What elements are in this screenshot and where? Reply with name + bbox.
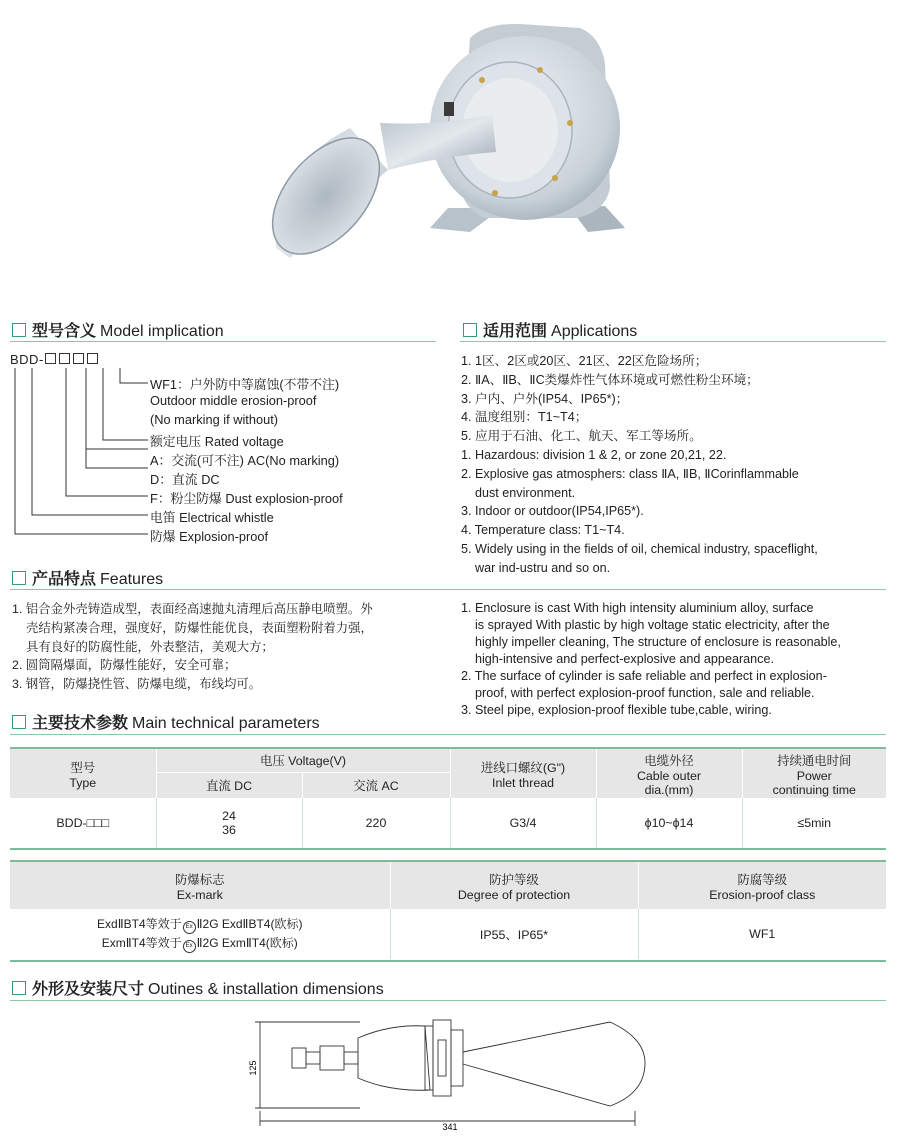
- dimension-drawing: [250, 1008, 660, 1132]
- model-section-title: 型号含义 Model implication: [12, 318, 224, 341]
- cell-ex-mark: ExdⅡBT4等效于 Ex Ⅱ2G ExdⅡBT4(欧标) ExmⅡT4等效于 Ex Ⅱ2G ExmⅡT4(欧标): [10, 909, 390, 959]
- dim-width-label: 341: [442, 1122, 458, 1132]
- checkbox-square-icon: [12, 323, 26, 337]
- table-rule: [10, 848, 886, 850]
- list-item: 1. Hazardous: division 1 & 2, or zone 20,21, 22.: [461, 448, 727, 462]
- divider: [10, 734, 886, 735]
- list-item: 4. Temperature class: T1~T4.: [461, 523, 625, 538]
- list-item: 1. 1区、2区或20区、21区、22区危险场所；: [461, 354, 708, 368]
- model-line: F：粉尘防爆 Dust explosion-proof: [150, 491, 343, 506]
- list-item: 2. ⅡA、ⅡB、ⅡC类爆炸性气体环境或可燃性粉尘环境；: [461, 372, 759, 387]
- params-table-1: [10, 749, 886, 848]
- header-type: 型号 Type: [69, 760, 97, 790]
- model-line: Outdoor middle erosion-proof: [150, 393, 317, 408]
- cell-type: BDD-□□□: [56, 816, 110, 830]
- cell-ac: 220: [302, 798, 450, 848]
- header-inlet: 进线口螺纹(G") Inlet thread: [450, 749, 596, 798]
- list-item: 1. 铝合金外壳铸造成型，表面经高速抛丸清理后高压静电喷塑。外 壳结构紧凑合理，强度好，防爆性能优良，表面塑粉附着力强， 具有良好的防腐性能，外表整洁，美观大方；: [12, 602, 373, 654]
- features-list-cn: [12, 600, 373, 694]
- list-item: 3. 钢管，防爆挠性管、防爆电缆，布线均可。: [12, 677, 262, 692]
- product-photo: [270, 18, 640, 263]
- model-code-tree: [10, 352, 440, 547]
- header-ex-mark: 防爆标志 Ex-mark: [174, 872, 225, 902]
- header-erosion: 防腐等级 Erosion-proof class: [638, 862, 886, 909]
- applications-list-en: [461, 446, 818, 578]
- cell-power: ≤5min: [742, 798, 886, 848]
- divider: [10, 589, 886, 590]
- table-row: [10, 909, 886, 959]
- dimensions-section-title: 外形及安装尺寸 Outines & installation dimensions: [12, 976, 384, 999]
- list-item: 5. 应用于石油、化工、航天、军工等场所。: [461, 429, 702, 444]
- list-item: 5. Widely using in the fields of oil, chemical industry, spaceflight, war ind-ustru and so on.: [461, 541, 818, 575]
- cell-cable: ϕ10~ϕ14: [596, 798, 742, 848]
- header-power: 持续通电时间 Power continuing time: [742, 749, 886, 798]
- model-code: BDD-: [10, 352, 100, 367]
- params-table-2: [10, 862, 886, 959]
- features-list-en: [461, 600, 841, 719]
- checkbox-square-icon: [12, 571, 26, 585]
- list-item: 2. 圆筒隔爆面，防爆性能好，安全可靠；: [12, 658, 237, 673]
- list-item: 3. Indoor or outdoor(IP54,IP65*).: [461, 504, 644, 519]
- list-item: 3. Steel pipe, explosion-proof flexible tube,cable, wiring.: [461, 703, 772, 717]
- cell-erosion: WF1: [638, 909, 886, 959]
- header-protection: 防护等级 Degree of protection: [390, 862, 638, 909]
- model-line: 电笛 Electrical whistle: [150, 510, 274, 525]
- table-row: [10, 798, 886, 848]
- cell-inlet: G3/4: [450, 798, 596, 848]
- model-line: 额定电压 Rated voltage: [150, 434, 284, 449]
- list-item: 4. 温度组别：T1~T4；: [461, 410, 588, 425]
- ex-hexagon-icon: Ex: [183, 940, 196, 953]
- header-cable: 电缆外径 Cable outer dia.(mm): [596, 749, 742, 798]
- cell-protection: IP55、IP65*: [390, 909, 638, 959]
- model-line: D：直流 DC: [150, 472, 220, 487]
- params-section-title: 主要技术参数 Main technical parameters: [12, 710, 320, 733]
- divider: [460, 341, 886, 342]
- applications-section-title: 适用范围 Applications: [463, 318, 637, 341]
- checkbox-square-icon: [12, 715, 26, 729]
- checkbox-square-icon: [463, 323, 477, 337]
- model-line: WF1：户外防中等腐蚀(不带不注): [150, 377, 340, 392]
- ex-hexagon-icon: Ex: [183, 921, 196, 934]
- header-ac: 交流 AC: [302, 772, 450, 798]
- list-item: 3. 户内、户外(IP54、IP65*)；: [461, 391, 629, 406]
- model-line: 防爆 Explosion-proof: [150, 529, 269, 544]
- dim-height-label: 125: [248, 1060, 258, 1076]
- divider: [10, 1000, 886, 1001]
- table-rule: [10, 960, 886, 962]
- features-section-title: 产品特点 Features: [12, 566, 163, 589]
- list-item: 2. Explosive gas atmosphers: class ⅡA, ⅡB, ⅡCorinflammable dust environment.: [461, 466, 799, 500]
- applications-list-cn: [461, 352, 759, 446]
- list-item: 1. Enclosure is cast With high intensity aluminium alloy, surface is sprayed With plastic by high voltage static electricity, after the highly impeller cleaning, The structure of enclosure is reasonable, high-intensive and perfect-explosive and appearance.: [461, 601, 841, 666]
- model-line: A：交流(可不注) AC(No marking): [150, 453, 340, 468]
- model-line: (No marking if without): [150, 412, 279, 427]
- header-dc: 直流 DC: [156, 772, 302, 798]
- cell-dc: 24 36: [156, 798, 302, 848]
- divider: [10, 341, 436, 342]
- header-voltage: 电压 Voltage(V): [156, 749, 450, 772]
- list-item: 2. The surface of cylinder is safe reliable and perfect in explosion- proof, with perfect explosion-proof function, sale and reliable.: [461, 669, 827, 700]
- checkbox-square-icon: [12, 981, 26, 995]
- tree-lines: [10, 352, 160, 547]
